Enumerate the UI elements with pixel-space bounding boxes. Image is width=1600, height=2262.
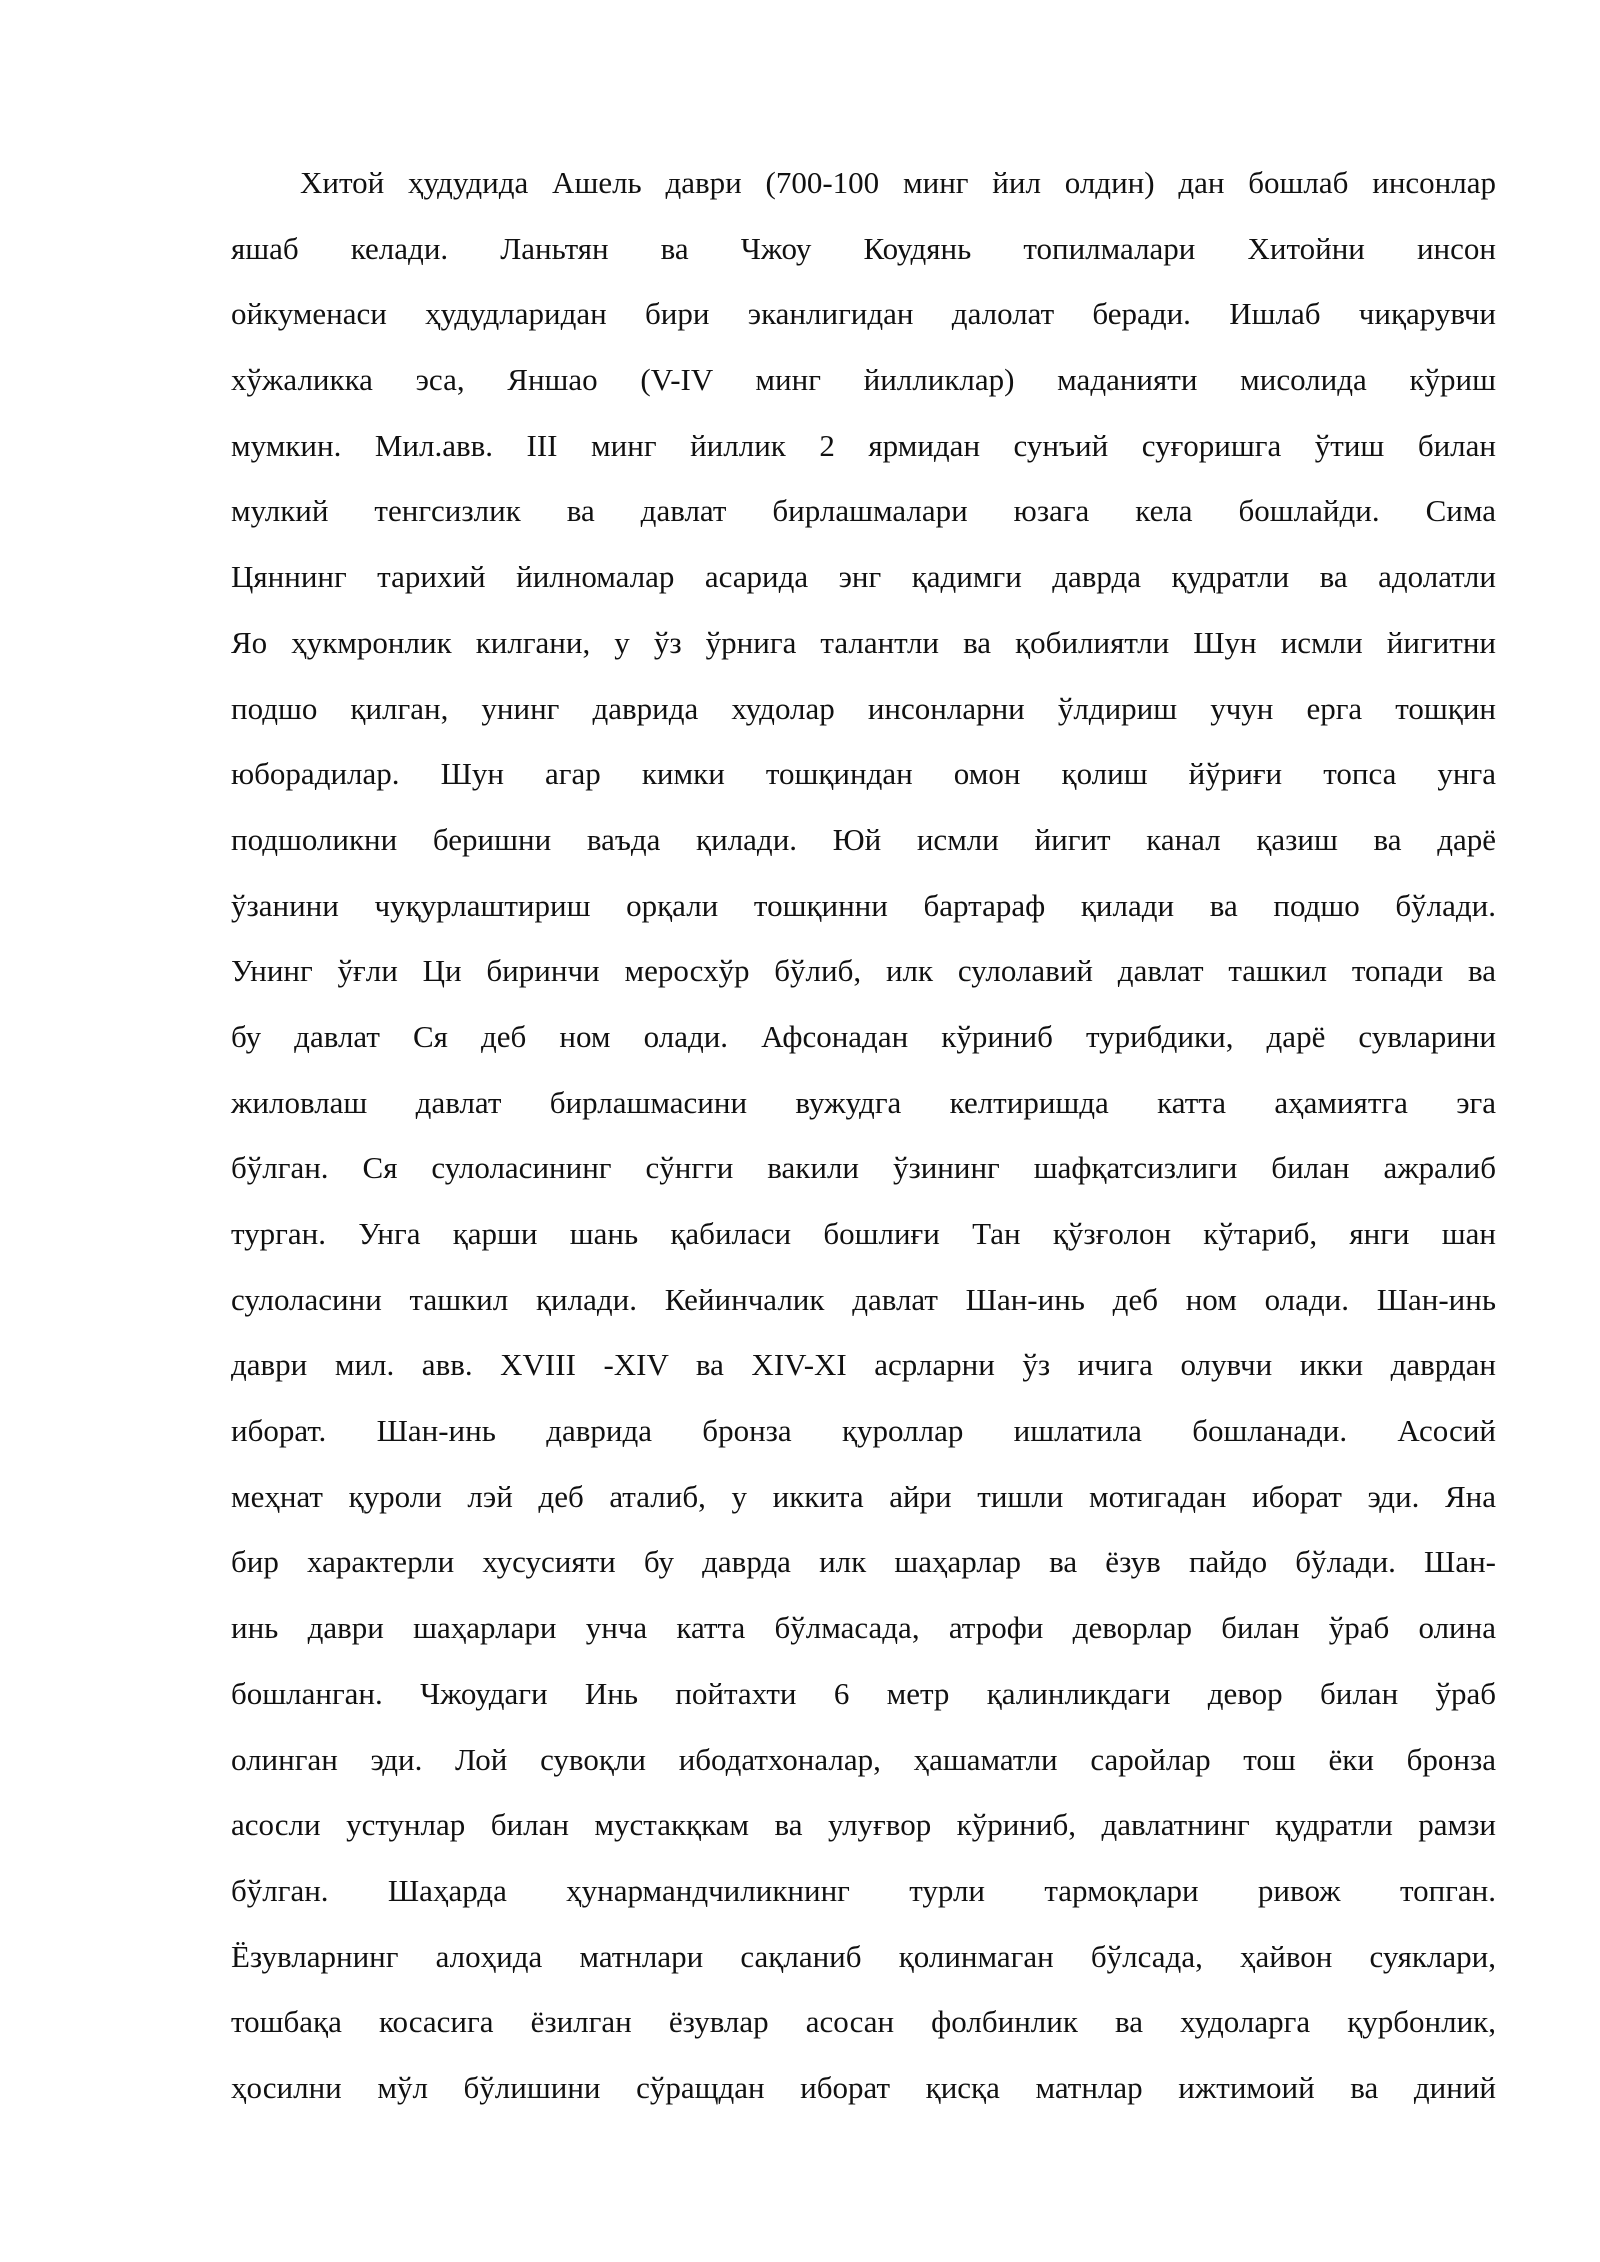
paragraph-line: юборадилар. Шун агар кимки тошқиндан омон қолиш йўриғи топса унга [231, 756, 1496, 792]
paragraph-line: сулоласини ташкил қилади. Кейинчалик давлат Шан-инь деб ном олади. Шан-инь [231, 1281, 1496, 1317]
paragraph-line: Цяннинг тарихий йилномалар асарида энг қадимги даврда қудратли ва адолатли [231, 559, 1496, 595]
paragraph-line: подшо қилган, унинг даврида худолар инсонларни ўлдириш учун ерга тошқин [231, 690, 1496, 726]
paragraph-line: бошланган. Чжоудаги Инь пойтахти 6 метр қалинликдаги девор билан ўраб [231, 1675, 1496, 1711]
paragraph-line: хўжаликка эса, Яншао (V-IV минг йилликлар) маданияти мисолида кўриш [231, 362, 1496, 398]
paragraph-line: асосли устунлар билан мустакқкам ва улуғвор кўриниб, давлатнинг қудратли рамзи [231, 1807, 1496, 1843]
paragraph-line: подшоликни беришни ваъда қилади. Юй исмли йигит канал қазиш ва дарё [231, 821, 1496, 857]
paragraph-line: мумкин. Мил.авв. III минг йиллик 2 ярмидан сунъий суғоришга ўтиш билан [231, 427, 1496, 463]
paragraph-line: меҳнат қуроли лэй деб аталиб, у иккита айри тишли мотигадан иборат эди. Яна [231, 1478, 1496, 1514]
paragraph-line: тошбақа косасига ёзилган ёзувлар асосан фолбинлик ва худоларга қурбонлик, [231, 2004, 1496, 2040]
paragraph-line: Ёзувларнинг алоҳида матнлари сақланиб қолинмаган бўлсада, ҳайвон суяклари, [231, 1938, 1496, 1974]
paragraph-line: Яо ҳукмронлик килгани, у ўз ўрнига талантли ва қобилиятли Шун исмли йигитни [231, 624, 1496, 660]
body-paragraph [231, 150, 1496, 2121]
paragraph-line: Унинг ўғли Ци биринчи меросхўр бўлиб, илк сулолавий давлат ташкил топади ва [231, 953, 1496, 989]
paragraph-line: ҳосилни мўл бўлишини сўращдан иборат қисқа матнлар ижтимоий ва диний [231, 2069, 1496, 2105]
paragraph-line: бўлган. Шаҳарда ҳунармандчиликнинг турли тармоқлари ривож топган. [231, 1872, 1496, 1908]
paragraph-line: бўлган. Ся сулоласининг сўнгги вакили ўзининг шафқатсизлиги билан ажралиб [231, 1150, 1496, 1186]
paragraph-line: ўзанини чуқурлаштириш орқали тошқинни бартараф қилади ва подшо бўлади. [231, 887, 1496, 923]
paragraph-line: яшаб келади. Ланьтян ва Чжоу Коудянь топилмалари Хитойни инсон [231, 230, 1496, 266]
paragraph-line: мулкий тенгсизлик ва давлат бирлашмалари юзага кела бошлайди. Сима [231, 493, 1496, 529]
paragraph-line: инь даври шаҳарлари унча катта бўлмасада, атрофи деворлар билан ўраб олина [231, 1610, 1496, 1646]
paragraph-line: олинган эди. Лой сувоқли ибодатхоналар, ҳашаматли саройлар тош ёки бронза [231, 1741, 1496, 1777]
paragraph-line: бир характерли хусусияти бу даврда илк шаҳарлар ва ёзув пайдо бўлади. Шан- [231, 1544, 1496, 1580]
paragraph-line: Хитой ҳудудида Ашель даври (700-100 минг йил олдин) дан бошлаб инсонлар [300, 165, 1496, 200]
paragraph-line: бу давлат Ся деб ном олади. Афсонадан кўриниб турибдики, дарё сувларини [231, 1018, 1496, 1054]
paragraph-line: даври мил. авв. XVIII -XIV ва XIV-XI асрларни ўз ичига олувчи икки даврдан [231, 1347, 1496, 1383]
paragraph-line: ойкуменаси ҳудудларидан бири эканлигидан далолат беради. Ишлаб чиқарувчи [231, 296, 1496, 332]
paragraph-line: иборат. Шан-инь даврида бронза қуроллар ишлатила бошланади. Асосий [231, 1413, 1496, 1449]
paragraph-line: жиловлаш давлат бирлашмасини вужудга келтиришда катта аҳамиятга эга [231, 1084, 1496, 1120]
paragraph-line: турган. Унга қарши шань қабиласи бошлиғи Тан қўзғолон кўтариб, янги шан [231, 1216, 1496, 1251]
